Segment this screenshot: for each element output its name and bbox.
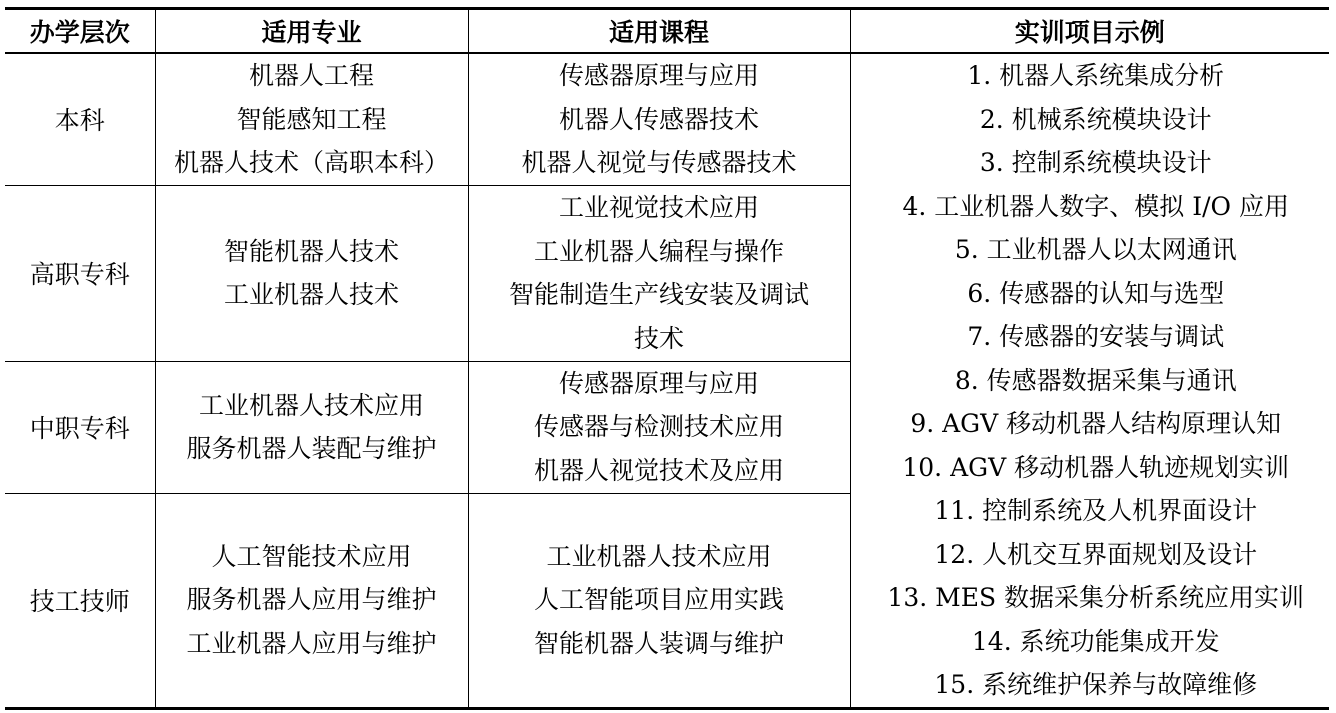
course-item: 工业机器人技术应用	[546, 541, 772, 571]
major-item: 工业机器人技术	[223, 280, 399, 309]
header-courses: 适用课程	[468, 9, 850, 54]
course-item: 人工智能项目应用实践	[533, 585, 784, 615]
major-item: 服务机器人装配与维护	[186, 434, 437, 463]
course-item: 机器人视觉技术及应用	[533, 455, 784, 485]
major-item: 机器人工程	[248, 61, 374, 90]
projects-cell	[850, 53, 1329, 708]
major-item: 工业机器人应用与维护	[186, 628, 437, 658]
project-item: 2. 机械系统模块设计	[979, 104, 1212, 134]
level-cell	[5, 185, 155, 361]
courses-cell	[468, 53, 850, 185]
course-item: 传感器原理与应用	[558, 368, 759, 398]
header-majors: 适用专业	[155, 9, 468, 54]
level-label: 本科	[54, 106, 105, 136]
course-item: 传感器与检测技术应用	[533, 412, 784, 442]
table-row	[5, 53, 1329, 185]
project-item: 15. 系统维护保养与故障维修	[934, 670, 1258, 699]
project-item: 8. 传感器数据采集与通讯	[954, 365, 1237, 395]
courses-cell	[468, 493, 850, 708]
course-item: 技术	[633, 323, 684, 353]
major-item: 服务机器人应用与维护	[186, 585, 437, 615]
major-item: 人工智能技术应用	[211, 541, 412, 571]
project-item: 13. MES 数据采集分析系统应用实训	[887, 583, 1305, 612]
major-item: 智能感知工程	[236, 104, 387, 134]
header-row	[5, 9, 1329, 54]
courses-cell	[468, 185, 850, 361]
major-item: 智能机器人技术	[223, 236, 399, 266]
level-label: 中职专科	[29, 414, 130, 443]
course-item: 传感器原理与应用	[558, 61, 759, 90]
header-projects: 实训项目示例	[850, 9, 1329, 54]
courses-cell	[468, 361, 850, 493]
course-item: 工业机器人编程与操作	[533, 236, 784, 266]
major-item: 工业机器人技术应用	[198, 390, 424, 420]
project-list	[851, 54, 1330, 707]
level-label: 高职专科	[29, 260, 130, 289]
project-item: 3. 控制系统模块设计	[979, 148, 1212, 177]
course-item: 智能机器人装调与维护	[533, 628, 784, 658]
level-cell	[5, 493, 155, 708]
course-item: 机器人传感器技术	[558, 104, 759, 134]
project-item: 7. 传感器的安装与调试	[967, 322, 1225, 351]
level-cell	[5, 361, 155, 493]
majors-cell	[155, 53, 468, 185]
majors-cell	[155, 361, 468, 493]
project-item: 12. 人机交互界面规划及设计	[934, 539, 1258, 569]
course-item: 机器人视觉与传感器技术	[521, 148, 797, 177]
project-item: 9. AGV 移动机器人结构原理认知	[910, 409, 1282, 438]
project-item: 6. 传感器的认知与选型	[967, 278, 1225, 308]
training-table	[5, 7, 1329, 710]
project-item: 5. 工业机器人以太网通讯	[954, 235, 1237, 264]
project-item: 10. AGV 移动机器人轨迹规划实训	[902, 452, 1290, 482]
project-item: 14. 系统功能集成开发	[971, 626, 1220, 656]
course-item: 工业视觉技术应用	[558, 193, 759, 222]
majors-cell	[155, 493, 468, 708]
level-cell	[5, 53, 155, 185]
level-label: 技工技师	[29, 587, 130, 616]
project-item: 1. 机器人系统集成分析	[967, 61, 1225, 90]
header-level: 办学层次	[5, 9, 155, 54]
project-item: 11. 控制系统及人机界面设计	[934, 496, 1258, 525]
majors-cell	[155, 185, 468, 361]
project-item: 4. 工业机器人数字、模拟 I/O 应用	[902, 191, 1289, 221]
course-item: 智能制造生产线安装及调试	[508, 280, 809, 309]
major-item: 机器人技术（高职本科）	[173, 148, 449, 177]
